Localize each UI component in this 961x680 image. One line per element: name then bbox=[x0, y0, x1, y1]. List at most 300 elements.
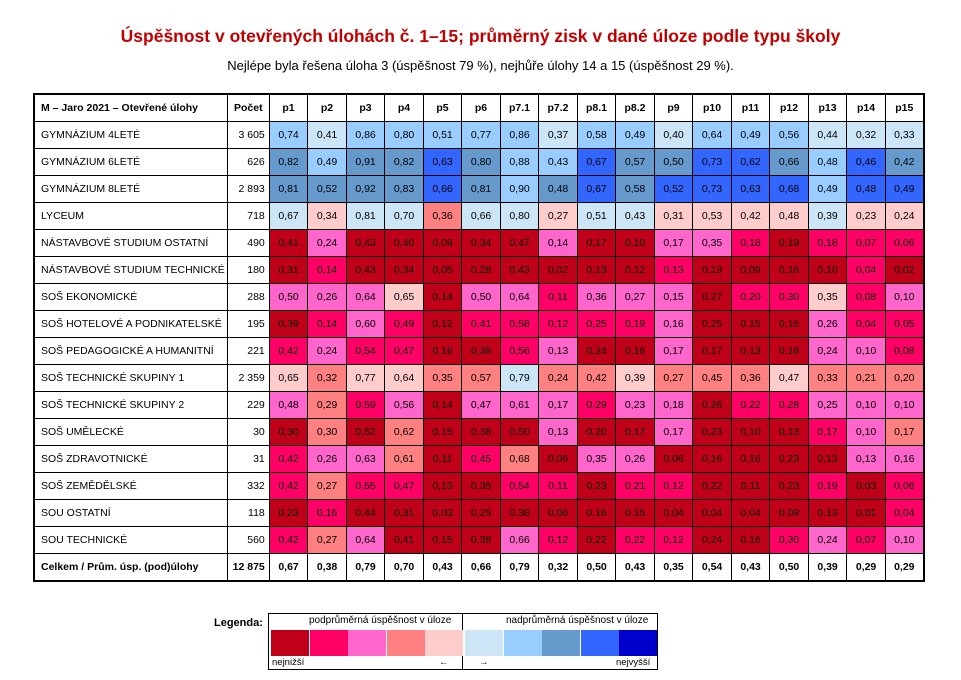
cell-p11: 0,49 bbox=[731, 122, 770, 149]
cell-p2: 0,14 bbox=[308, 257, 347, 284]
cell-p7-2: 0,27 bbox=[539, 203, 578, 230]
cell-p9: 0,06 bbox=[654, 446, 693, 473]
row-name: SOŠ PEDAGOGICKÉ A HUMANITNÍ bbox=[34, 338, 227, 365]
row-count: 229 bbox=[227, 392, 269, 419]
cell-p3: 0,91 bbox=[346, 149, 385, 176]
legend-swatch bbox=[425, 630, 463, 656]
row-count: 180 bbox=[227, 257, 269, 284]
cell-p11: 0,63 bbox=[731, 176, 770, 203]
cell-p7-2: 0,17 bbox=[539, 392, 578, 419]
cell-p15: 0,16 bbox=[885, 446, 924, 473]
cell-p10: 0,25 bbox=[693, 311, 732, 338]
cell-p8-1: 0,22 bbox=[577, 527, 616, 554]
cell-p2: 0,41 bbox=[308, 122, 347, 149]
header-p2: p2 bbox=[308, 94, 347, 122]
cell-p13: 0,33 bbox=[808, 365, 847, 392]
header-p4: p4 bbox=[385, 94, 424, 122]
row-count: 221 bbox=[227, 338, 269, 365]
cell-p7-1: 0,47 bbox=[500, 230, 539, 257]
cell-p5: 0,35 bbox=[423, 365, 462, 392]
cell-p6: 0,66 bbox=[462, 203, 501, 230]
cell-p7-1: 0,79 bbox=[500, 365, 539, 392]
cell-p4: 0,49 bbox=[385, 311, 424, 338]
cell-p8-2: 0,58 bbox=[616, 176, 655, 203]
cell-p4: 0,70 bbox=[385, 554, 424, 582]
cell-p7-2: 0,37 bbox=[539, 122, 578, 149]
cell-p7-2: 0,12 bbox=[539, 311, 578, 338]
cell-p12: 0,56 bbox=[770, 122, 809, 149]
cell-p13: 0,13 bbox=[808, 500, 847, 527]
cell-p12: 0,48 bbox=[770, 203, 809, 230]
table-row bbox=[34, 527, 924, 554]
cell-p9: 0,35 bbox=[654, 554, 693, 582]
cell-p1: 0,42 bbox=[269, 338, 308, 365]
cell-p1: 0,48 bbox=[269, 392, 308, 419]
cell-p3: 0,44 bbox=[346, 500, 385, 527]
cell-p11: 0,36 bbox=[731, 365, 770, 392]
cell-p14: 0,07 bbox=[847, 230, 886, 257]
header-count: Počet bbox=[227, 94, 269, 122]
cell-p9: 0,17 bbox=[654, 338, 693, 365]
cell-p14: 0,32 bbox=[847, 122, 886, 149]
cell-p14: 0,07 bbox=[847, 527, 886, 554]
cell-p5: 0,66 bbox=[423, 176, 462, 203]
legend-swatch bbox=[271, 630, 309, 656]
cell-p7-1: 0,88 bbox=[500, 149, 539, 176]
cell-p10: 0,26 bbox=[693, 392, 732, 419]
row-count: 490 bbox=[227, 230, 269, 257]
cell-p15: 0,05 bbox=[885, 311, 924, 338]
cell-p13: 0,49 bbox=[808, 176, 847, 203]
cell-p8-2: 0,22 bbox=[616, 527, 655, 554]
cell-p15: 0,17 bbox=[885, 419, 924, 446]
cell-p12: 0,66 bbox=[770, 149, 809, 176]
cell-p7-2: 0,02 bbox=[539, 257, 578, 284]
cell-p10: 0,73 bbox=[693, 149, 732, 176]
cell-p6: 0,36 bbox=[462, 338, 501, 365]
cell-p7-1: 0,43 bbox=[500, 257, 539, 284]
cell-p2: 0,49 bbox=[308, 149, 347, 176]
cell-p1: 0,81 bbox=[269, 176, 308, 203]
cell-p11: 0,13 bbox=[731, 338, 770, 365]
table-row bbox=[34, 500, 924, 527]
cell-p1: 0,74 bbox=[269, 122, 308, 149]
cell-p13: 0,19 bbox=[808, 473, 847, 500]
cell-p13: 0,18 bbox=[808, 230, 847, 257]
cell-p9: 0,52 bbox=[654, 176, 693, 203]
row-name: LYCEUM bbox=[34, 203, 227, 230]
cell-p11: 0,16 bbox=[731, 527, 770, 554]
cell-p5: 0,03 bbox=[423, 500, 462, 527]
cell-p4: 0,62 bbox=[385, 419, 424, 446]
cell-p8-1: 0,51 bbox=[577, 203, 616, 230]
cell-p8-2: 0,26 bbox=[616, 446, 655, 473]
cell-p7-2: 0,13 bbox=[539, 338, 578, 365]
table-row bbox=[34, 203, 924, 230]
cell-p12: 0,28 bbox=[770, 392, 809, 419]
cell-p14: 0,10 bbox=[847, 392, 886, 419]
header-p13: p13 bbox=[808, 94, 847, 122]
cell-p7-1: 0,90 bbox=[500, 176, 539, 203]
cell-p14: 0,23 bbox=[847, 203, 886, 230]
cell-p7-1: 0,86 bbox=[500, 122, 539, 149]
cell-p12: 0,30 bbox=[770, 527, 809, 554]
cell-p9: 0,31 bbox=[654, 203, 693, 230]
legend-swatch bbox=[465, 630, 503, 656]
cell-p4: 0,56 bbox=[385, 392, 424, 419]
cell-p6: 0,66 bbox=[462, 554, 501, 582]
cell-p10: 0,17 bbox=[693, 338, 732, 365]
cell-p4: 0,47 bbox=[385, 338, 424, 365]
cell-p9: 0,04 bbox=[654, 500, 693, 527]
cell-p7-2: 0,11 bbox=[539, 284, 578, 311]
row-name: SOŠ ZDRAVOTNICKÉ bbox=[34, 446, 227, 473]
cell-p11: 0,16 bbox=[731, 446, 770, 473]
table-row bbox=[34, 149, 924, 176]
page-subtitle: Nejlépe byla řešena úloha 3 (úspěšnost 79 %), nejhůře úlohy 14 a 15 (úspěšnost 29 %). bbox=[227, 58, 734, 73]
cell-p7-1: 0,61 bbox=[500, 392, 539, 419]
table-row bbox=[34, 311, 924, 338]
cell-p9: 0,12 bbox=[654, 527, 693, 554]
cell-p13: 0,44 bbox=[808, 122, 847, 149]
total-row bbox=[34, 554, 924, 582]
header-p9: p9 bbox=[654, 94, 693, 122]
legend-above-header: nadprůměrná úspěšnost v úloze bbox=[506, 615, 649, 626]
cell-p5: 0,13 bbox=[423, 473, 462, 500]
cell-p12: 0,23 bbox=[770, 473, 809, 500]
cell-p8-2: 0,16 bbox=[616, 338, 655, 365]
cell-p12: 0,16 bbox=[770, 257, 809, 284]
cell-p6: 0,81 bbox=[462, 176, 501, 203]
cell-p15: 0,10 bbox=[885, 284, 924, 311]
cell-p11: 0,09 bbox=[731, 257, 770, 284]
cell-p3: 0,59 bbox=[346, 392, 385, 419]
cell-p8-2: 0,15 bbox=[616, 500, 655, 527]
cell-p3: 0,64 bbox=[346, 527, 385, 554]
cell-p13: 0,17 bbox=[808, 419, 847, 446]
cell-p8-2: 0,27 bbox=[616, 284, 655, 311]
table-header-row bbox=[34, 94, 924, 122]
cell-p5: 0,14 bbox=[423, 284, 462, 311]
cell-p1: 0,82 bbox=[269, 149, 308, 176]
cell-p13: 0,24 bbox=[808, 527, 847, 554]
cell-p7-1: 0,79 bbox=[500, 554, 539, 582]
cell-p6: 0,47 bbox=[462, 392, 501, 419]
header-p8-1: p8.1 bbox=[577, 94, 616, 122]
table-row bbox=[34, 176, 924, 203]
cell-p1: 0,42 bbox=[269, 527, 308, 554]
cell-p2: 0,27 bbox=[308, 473, 347, 500]
cell-p7-2: 0,06 bbox=[539, 446, 578, 473]
row-name: SOŠ TECHNICKÉ SKUPINY 2 bbox=[34, 392, 227, 419]
row-name: SOŠ EKONOMICKÉ bbox=[34, 284, 227, 311]
cell-p2: 0,16 bbox=[308, 500, 347, 527]
cell-p3: 0,77 bbox=[346, 365, 385, 392]
cell-p13: 0,24 bbox=[808, 338, 847, 365]
cell-p14: 0,04 bbox=[847, 311, 886, 338]
row-name: SOŠ ZEMĚDĚLSKÉ bbox=[34, 473, 227, 500]
cell-p12: 0,47 bbox=[770, 365, 809, 392]
table-row bbox=[34, 122, 924, 149]
row-count: 31 bbox=[227, 446, 269, 473]
cell-p8-1: 0,29 bbox=[577, 392, 616, 419]
row-name: GYMNÁZIUM 8LETÉ bbox=[34, 176, 227, 203]
cell-p9: 0,50 bbox=[654, 149, 693, 176]
cell-p8-2: 0,21 bbox=[616, 473, 655, 500]
cell-p8-1: 0,16 bbox=[577, 500, 616, 527]
cell-p13: 0,39 bbox=[808, 554, 847, 582]
cell-p10: 0,45 bbox=[693, 365, 732, 392]
cell-p5: 0,16 bbox=[423, 338, 462, 365]
row-count: 12 875 bbox=[227, 554, 269, 582]
cell-p6: 0,77 bbox=[462, 122, 501, 149]
cell-p2: 0,38 bbox=[308, 554, 347, 582]
cell-p8-1: 0,24 bbox=[577, 338, 616, 365]
cell-p12: 0,30 bbox=[770, 284, 809, 311]
cell-p10: 0,27 bbox=[693, 284, 732, 311]
legend-highest: nejvyšší bbox=[616, 657, 651, 668]
table-row bbox=[34, 392, 924, 419]
table-row bbox=[34, 284, 924, 311]
row-count: 626 bbox=[227, 149, 269, 176]
cell-p9: 0,13 bbox=[654, 257, 693, 284]
cell-p13: 0,26 bbox=[808, 311, 847, 338]
cell-p13: 0,35 bbox=[808, 284, 847, 311]
cell-p8-1: 0,20 bbox=[577, 419, 616, 446]
cell-p12: 0,16 bbox=[770, 311, 809, 338]
row-name: SOŠ HOTELOVÉ A PODNIKATELSKÉ bbox=[34, 311, 227, 338]
cell-p3: 0,63 bbox=[346, 446, 385, 473]
cell-p15: 0,08 bbox=[885, 338, 924, 365]
cell-p4: 0,41 bbox=[385, 527, 424, 554]
cell-p11: 0,10 bbox=[731, 419, 770, 446]
cell-p5: 0,09 bbox=[423, 230, 462, 257]
cell-p1: 0,30 bbox=[269, 419, 308, 446]
row-name: GYMNÁZIUM 4LETÉ bbox=[34, 122, 227, 149]
cell-p4: 0,61 bbox=[385, 446, 424, 473]
cell-p11: 0,22 bbox=[731, 392, 770, 419]
table-row bbox=[34, 365, 924, 392]
legend-swatch bbox=[387, 630, 425, 656]
cell-p14: 0,04 bbox=[847, 257, 886, 284]
cell-p7-1: 0,54 bbox=[500, 473, 539, 500]
cell-p1: 0,65 bbox=[269, 365, 308, 392]
cell-p14: 0,10 bbox=[847, 419, 886, 446]
cell-p7-2: 0,13 bbox=[539, 419, 578, 446]
cell-p11: 0,04 bbox=[731, 500, 770, 527]
cell-p8-2: 0,10 bbox=[616, 230, 655, 257]
cell-p14: 0,46 bbox=[847, 149, 886, 176]
header-p14: p14 bbox=[847, 94, 886, 122]
table-row bbox=[34, 446, 924, 473]
row-count: 2 893 bbox=[227, 176, 269, 203]
cell-p12: 0,13 bbox=[770, 419, 809, 446]
cell-p8-1: 0,50 bbox=[577, 554, 616, 582]
cell-p13: 0,10 bbox=[808, 257, 847, 284]
cell-p8-1: 0,36 bbox=[577, 284, 616, 311]
cell-p3: 0,64 bbox=[346, 284, 385, 311]
cell-p15: 0,10 bbox=[885, 392, 924, 419]
cell-p15: 0,06 bbox=[885, 230, 924, 257]
cell-p10: 0,64 bbox=[693, 122, 732, 149]
cell-p3: 0,79 bbox=[346, 554, 385, 582]
row-count: 195 bbox=[227, 311, 269, 338]
cell-p5: 0,43 bbox=[423, 554, 462, 582]
cell-p7-1: 0,58 bbox=[500, 311, 539, 338]
cell-p15: 0,06 bbox=[885, 473, 924, 500]
cell-p2: 0,26 bbox=[308, 284, 347, 311]
legend-swatch bbox=[581, 630, 619, 656]
header-p12: p12 bbox=[770, 94, 809, 122]
row-count: 118 bbox=[227, 500, 269, 527]
cell-p8-1: 0,67 bbox=[577, 176, 616, 203]
header-p8-2: p8.2 bbox=[616, 94, 655, 122]
cell-p7-1: 0,38 bbox=[500, 500, 539, 527]
cell-p15: 0,49 bbox=[885, 176, 924, 203]
cell-p7-1: 0,50 bbox=[500, 419, 539, 446]
cell-p3: 0,86 bbox=[346, 122, 385, 149]
cell-p11: 0,42 bbox=[731, 203, 770, 230]
cell-p8-2: 0,43 bbox=[616, 203, 655, 230]
cell-p11: 0,18 bbox=[731, 230, 770, 257]
cell-p1: 0,42 bbox=[269, 446, 308, 473]
cell-p15: 0,04 bbox=[885, 500, 924, 527]
cell-p1: 0,39 bbox=[269, 311, 308, 338]
legend-lowest: nejnižší bbox=[272, 657, 305, 668]
cell-p7-1: 0,66 bbox=[500, 527, 539, 554]
legend-below-header: podprůměrná úspěšnost v úloze bbox=[309, 615, 452, 626]
legend-arrow-right: → bbox=[479, 657, 489, 668]
cell-p8-1: 0,25 bbox=[577, 311, 616, 338]
row-name: SOU TECHNICKÉ bbox=[34, 527, 227, 554]
cell-p13: 0,39 bbox=[808, 203, 847, 230]
cell-p7-1: 0,68 bbox=[500, 446, 539, 473]
cell-p1: 0,67 bbox=[269, 203, 308, 230]
cell-p8-2: 0,57 bbox=[616, 149, 655, 176]
cell-p9: 0,17 bbox=[654, 230, 693, 257]
legend-swatch bbox=[310, 630, 348, 656]
cell-p3: 0,43 bbox=[346, 230, 385, 257]
cell-p10: 0,22 bbox=[693, 473, 732, 500]
table-row bbox=[34, 257, 924, 284]
cell-p2: 0,30 bbox=[308, 419, 347, 446]
cell-p6: 0,41 bbox=[462, 311, 501, 338]
cell-p7-1: 0,56 bbox=[500, 338, 539, 365]
cell-p15: 0,42 bbox=[885, 149, 924, 176]
cell-p1: 0,23 bbox=[269, 500, 308, 527]
row-count: 332 bbox=[227, 473, 269, 500]
row-name: SOŠ UMĚLECKÉ bbox=[34, 419, 227, 446]
cell-p14: 0,08 bbox=[847, 284, 886, 311]
cell-p8-2: 0,39 bbox=[616, 365, 655, 392]
cell-p2: 0,24 bbox=[308, 338, 347, 365]
cell-p10: 0,16 bbox=[693, 446, 732, 473]
cell-p12: 0,68 bbox=[770, 176, 809, 203]
legend-swatch bbox=[348, 630, 386, 656]
cell-p2: 0,14 bbox=[308, 311, 347, 338]
cell-p11: 0,62 bbox=[731, 149, 770, 176]
header-p15: p15 bbox=[885, 94, 924, 122]
cell-p11: 0,20 bbox=[731, 284, 770, 311]
header-p7-2: p7.2 bbox=[539, 94, 578, 122]
cell-p13: 0,48 bbox=[808, 149, 847, 176]
cell-p8-1: 0,35 bbox=[577, 446, 616, 473]
cell-p8-2: 0,49 bbox=[616, 122, 655, 149]
cell-p14: 0,10 bbox=[847, 338, 886, 365]
cell-p8-2: 0,12 bbox=[616, 257, 655, 284]
cell-p2: 0,52 bbox=[308, 176, 347, 203]
cell-p2: 0,32 bbox=[308, 365, 347, 392]
header-p3: p3 bbox=[346, 94, 385, 122]
cell-p4: 0,31 bbox=[385, 500, 424, 527]
cell-p3: 0,81 bbox=[346, 203, 385, 230]
cell-p14: 0,21 bbox=[847, 365, 886, 392]
cell-p14: 0,48 bbox=[847, 176, 886, 203]
header-p11: p11 bbox=[731, 94, 770, 122]
cell-p14: 0,03 bbox=[847, 473, 886, 500]
cell-p14: 0,13 bbox=[847, 446, 886, 473]
cell-p6: 0,38 bbox=[462, 527, 501, 554]
cell-p8-2: 0,23 bbox=[616, 392, 655, 419]
legend bbox=[268, 613, 658, 670]
cell-p5: 0,11 bbox=[423, 446, 462, 473]
cell-p4: 0,47 bbox=[385, 473, 424, 500]
cell-p9: 0,16 bbox=[654, 311, 693, 338]
cell-p10: 0,19 bbox=[693, 257, 732, 284]
cell-p8-2: 0,19 bbox=[616, 311, 655, 338]
cell-p2: 0,26 bbox=[308, 446, 347, 473]
row-name: SOŠ TECHNICKÉ SKUPINY 1 bbox=[34, 365, 227, 392]
cell-p3: 0,54 bbox=[346, 338, 385, 365]
cell-p1: 0,42 bbox=[269, 473, 308, 500]
cell-p7-2: 0,06 bbox=[539, 500, 578, 527]
row-count: 288 bbox=[227, 284, 269, 311]
cell-p8-1: 0,17 bbox=[577, 230, 616, 257]
row-count: 718 bbox=[227, 203, 269, 230]
cell-p7-2: 0,48 bbox=[539, 176, 578, 203]
cell-p8-1: 0,13 bbox=[577, 257, 616, 284]
cell-p7-2: 0,12 bbox=[539, 527, 578, 554]
cell-p6: 0,38 bbox=[462, 419, 501, 446]
cell-p10: 0,04 bbox=[693, 500, 732, 527]
cell-p5: 0,12 bbox=[423, 311, 462, 338]
cell-p8-1: 0,42 bbox=[577, 365, 616, 392]
cell-p2: 0,27 bbox=[308, 527, 347, 554]
row-count: 30 bbox=[227, 419, 269, 446]
cell-p9: 0,15 bbox=[654, 284, 693, 311]
row-name: GYMNÁZIUM 6LETÉ bbox=[34, 149, 227, 176]
cell-p9: 0,40 bbox=[654, 122, 693, 149]
cell-p5: 0,15 bbox=[423, 419, 462, 446]
cell-p7-2: 0,14 bbox=[539, 230, 578, 257]
cell-p8-1: 0,58 bbox=[577, 122, 616, 149]
cell-p5: 0,15 bbox=[423, 527, 462, 554]
cell-p15: 0,33 bbox=[885, 122, 924, 149]
cell-p4: 0,70 bbox=[385, 203, 424, 230]
cell-p11: 0,43 bbox=[731, 554, 770, 582]
cell-p5: 0,14 bbox=[423, 392, 462, 419]
cell-p4: 0,64 bbox=[385, 365, 424, 392]
cell-p11: 0,11 bbox=[731, 473, 770, 500]
row-name: NÁSTAVBOVÉ STUDIUM TECHNICKÉ bbox=[34, 257, 227, 284]
cell-p8-2: 0,17 bbox=[616, 419, 655, 446]
cell-p15: 0,10 bbox=[885, 527, 924, 554]
cell-p8-1: 0,23 bbox=[577, 473, 616, 500]
page-title: Úspěšnost v otevřených úlohách č. 1–15; průměrný zisk v dané úloze podle typu školy bbox=[120, 26, 841, 46]
cell-p14: 0,01 bbox=[847, 500, 886, 527]
cell-p6: 0,28 bbox=[462, 257, 501, 284]
cell-p9: 0,18 bbox=[654, 392, 693, 419]
